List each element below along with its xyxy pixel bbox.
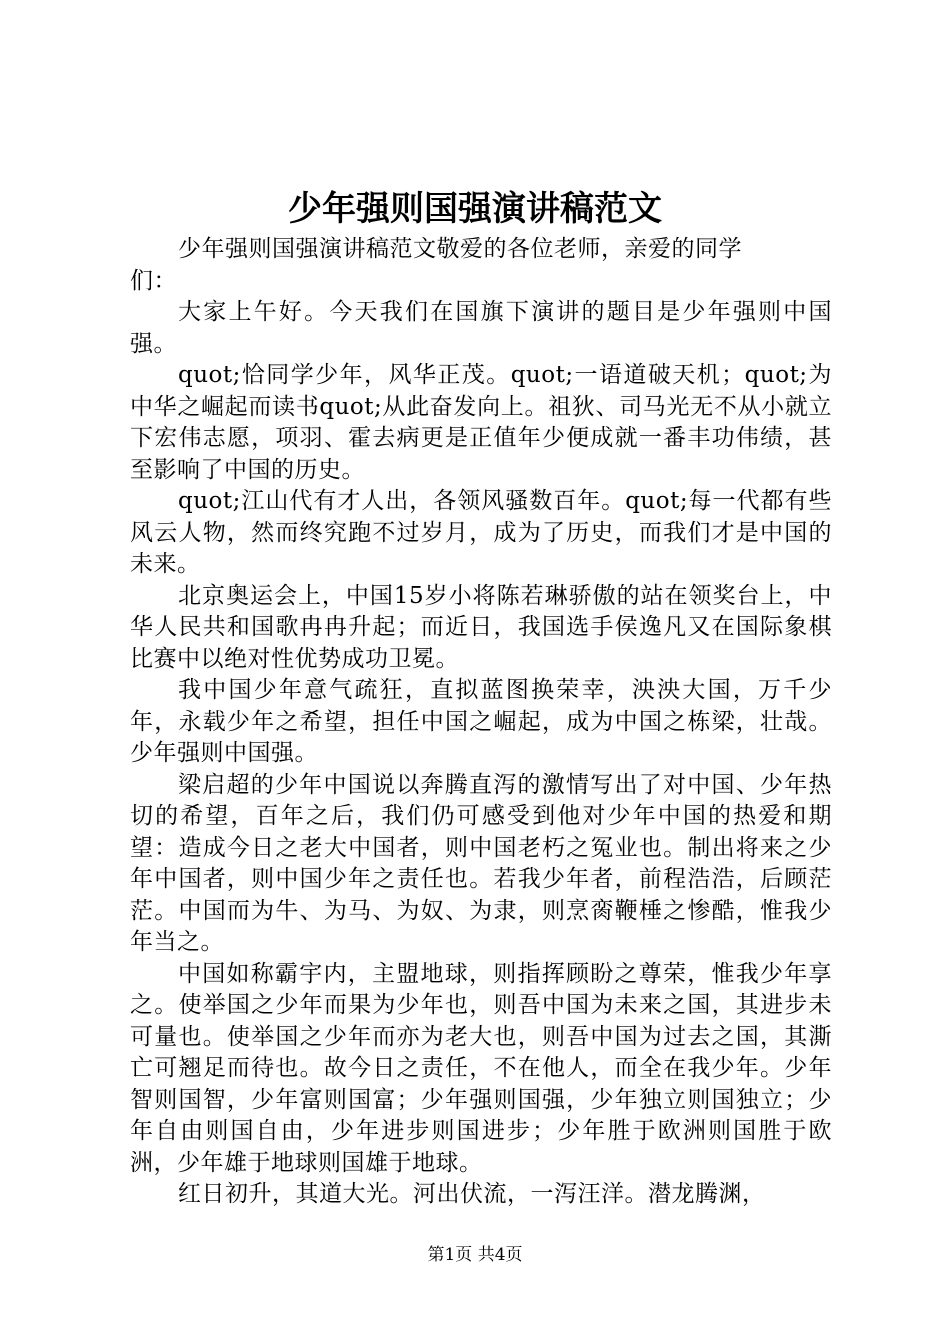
paragraph-1: 少年强则国强演讲稿范文敬爱的各位老师，亲爱的同学们：: [130, 236, 742, 294]
paragraph-9: 红日初升，其道大光。河出伏流，一泻汪洋。潜龙腾渊，: [178, 1181, 766, 1207]
paragraph-8: 中国如称霸宇内，主盟地球，则指挥顾盼之尊荣，惟我少年享之。使举国之少年而果为少年也，则吾中国为未来之国，其进步未可量也。使举国之少年而亦为老大也，则吾中国为过去之国，其澌亡可翘足而待也。故今日之责任，不在他人，而全在我少年。少年智则国智，少年富则国富；少年强则国强，少年独立则国独立；少年自由则国自由，少年进步则国进步；少年胜于欧洲则国胜于欧洲，少年雄于地球则国雄于地球。: [130, 960, 832, 1176]
page-footer: 第1页 共4页: [427, 1245, 523, 1265]
paragraph-2: 大家上午好。今天我们在国旗下演讲的题目是少年强则中国强。: [130, 299, 832, 357]
paragraph-6: 我中国少年意气疏狂，直拟蓝图换荣幸，泱泱大国，万千少年，永载少年之希望，担任中国之崛起，成为中国之栋梁，壮哉。少年强则中国强。: [130, 677, 832, 766]
paragraph-3: quot;恰同学少年，风华正茂。quot;一语道破天机；quot;为中华之崛起而读书quot;从此奋发向上。祖狄、司马光无不从小就立下宏伟志愿，项羽、霍去病更是正值年少便成就一番丰功伟绩，甚至影响了中国的历史。: [130, 362, 832, 483]
document-title: 少年强则国强演讲稿范文: [288, 189, 662, 229]
paragraph-5: 北京奥运会上，中国15岁小将陈若琳骄傲的站在领奖台上，中华人民共和国歌冉冉升起；而近日，我国选手侯逸凡又在国际象棋比赛中以绝对性优势成功卫冕。: [130, 582, 832, 672]
paragraph-7: 梁启超的少年中国说以奔腾直泻的激情写出了对中国、少年热切的希望，百年之后，我们仍可感受到他对少年中国的热爱和期望：造成今日之老大中国者，则中国老朽之冤业也。制出将来之少年中国者，则中国少年之责任也。若我少年者，前程浩浩，后顾茫茫。中国而为牛、为马、为奴、为隶，则烹脔鞭棰之惨酷，惟我少年当之。: [130, 771, 832, 955]
document-body: [130, 234, 832, 1211]
paragraph-4: quot;江山代有才人出，各领风骚数百年。quot;每一代都有些风云人物，然而终究跑不过岁月，成为了历史，而我们才是中国的未来。: [130, 488, 832, 577]
